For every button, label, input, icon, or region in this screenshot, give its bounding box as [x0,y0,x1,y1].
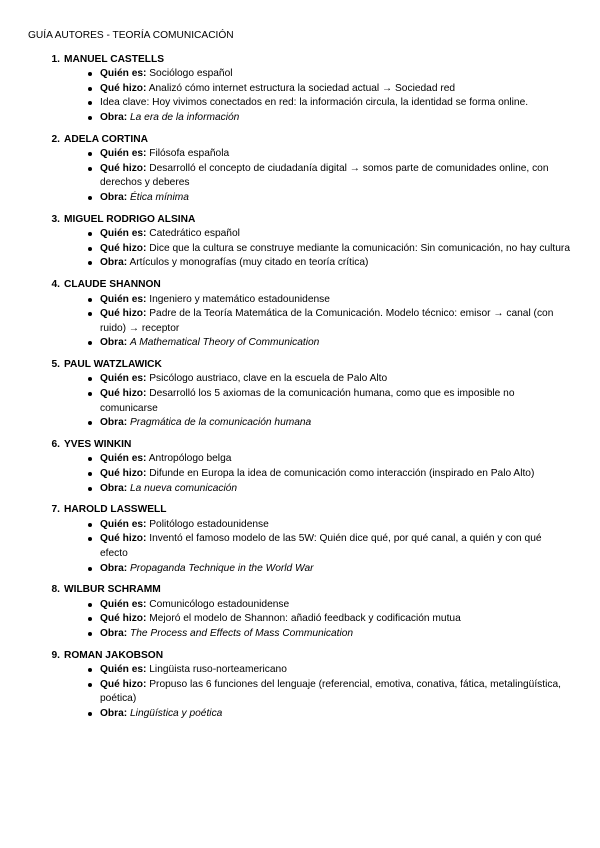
author-facts [28,452,570,496]
fact-text: Desarrolló el concepto de ciudadanía digital → somos parte de comunidades online, con derechos y deberes [100,162,549,189]
fact-item [100,293,570,308]
fact-label: Quién es: [100,598,147,610]
fact-item [100,191,570,206]
author-section [28,649,570,722]
fact-label: Qué hizo: [100,468,147,480]
fact-label: Qué hizo: [100,308,147,320]
fact-label: Quién es: [100,228,147,240]
work-title: Propaganda Technique in the World War [130,562,314,574]
fact-item [100,467,570,482]
fact-item [100,96,570,111]
author-heading [28,278,570,293]
author-list [28,53,570,722]
author-facts [28,147,570,205]
author-number: 6. [51,438,60,450]
fact-item [100,482,570,497]
author-heading [28,503,570,518]
fact-label: Obra: [100,562,128,574]
fact-label: Quién es: [100,148,147,160]
author-heading [28,438,570,453]
fact-item [100,336,570,351]
fact-item [100,562,570,577]
fact-label: Quién es: [100,453,147,465]
author-section [28,583,570,641]
author-section [28,133,570,206]
fact-text: Sociólogo español [149,68,233,80]
work-title: La nueva comunicación [130,482,238,494]
author-section [28,503,570,576]
author-number: 8. [51,584,60,596]
author-facts [28,372,570,430]
fact-text: Artículos y monografías (muy citado en teoría crítica) [129,257,369,269]
fact-label: Qué hizo: [100,242,147,254]
fact-item [100,82,570,97]
fact-label: Obra: [100,257,128,269]
author-name: MIGUEL RODRIGO ALSINA [64,213,196,225]
fact-label: Obra: [100,417,128,429]
fact-label: Qué hizo: [100,388,147,400]
fact-item [100,707,570,722]
fact-text: Analizó cómo internet estructura la sociedad actual → Sociedad red [148,82,456,94]
author-name: MANUEL CASTELLS [64,53,164,65]
fact-item [100,452,570,467]
fact-text: Idea clave: Hoy vivimos conectados en red: la información circula, la identidad se forma online. [100,97,529,109]
author-heading [28,583,570,598]
author-section [28,278,570,351]
author-name: PAUL WATZLAWICK [64,358,162,370]
author-number: 3. [51,213,60,225]
author-number: 4. [51,278,60,290]
fact-label: Qué hizo: [100,613,147,625]
fact-text: Mejoró el modelo de Shannon: añadió feedback y codificación mutua [149,613,461,625]
fact-item [100,162,570,191]
author-name: WILBUR SCHRAMM [64,584,161,596]
work-title: Lingüística y poética [130,707,223,719]
fact-label: Obra: [100,627,128,639]
author-section [28,358,570,431]
fact-item [100,372,570,387]
fact-item [100,678,570,707]
fact-text: Comunicólogo estadounidense [149,598,290,610]
work-title: La era de la información [130,111,240,123]
author-heading [28,213,570,228]
author-section [28,213,570,271]
fact-label: Qué hizo: [100,82,147,94]
author-facts [28,663,570,721]
fact-label: Obra: [100,707,128,719]
author-facts [28,67,570,125]
fact-label: Quién es: [100,293,147,305]
author-number: 7. [51,504,60,516]
author-name: YVES WINKIN [64,438,132,450]
author-number: 5. [51,358,60,370]
fact-text: Antropólogo belga [148,453,232,465]
author-name: CLAUDE SHANNON [64,278,161,290]
fact-label: Quién es: [100,373,147,385]
fact-label: Quién es: [100,664,147,676]
fact-item [100,663,570,678]
fact-item [100,227,570,242]
author-number: 9. [51,649,60,661]
work-title: The Process and Effects of Mass Communication [130,627,354,639]
fact-item [100,307,570,336]
fact-item [100,67,570,82]
fact-text: Padre de la Teoría Matemática de la Comunicación. Modelo técnico: emisor → canal (con ruido) → receptor [100,308,554,334]
fact-item [100,242,570,257]
fact-text: Filósofa española [149,148,230,160]
fact-item [100,518,570,533]
author-heading [28,358,570,373]
fact-label: Obra: [100,337,128,349]
author-name: ADELA CORTINA [64,133,148,145]
fact-item [100,111,570,126]
fact-text: Difunde en Europa la idea de comunicación como interacción (inspirado en Palo Alto) [149,468,535,480]
fact-label: Qué hizo: [100,533,147,545]
author-facts [28,518,570,576]
author-heading [28,133,570,148]
fact-item [100,612,570,627]
author-facts [28,293,570,351]
fact-label: Obra: [100,191,128,203]
fact-text: Dice que la cultura se construye mediante la comunicación: Sin comunicación, no hay cultura [149,242,570,254]
fact-label: Obra: [100,482,128,494]
author-section [28,438,570,496]
fact-item [100,627,570,642]
author-name: HAROLD LASSWELL [64,504,167,516]
author-name: ROMAN JAKOBSON [64,649,164,661]
fact-label: Qué hizo: [100,162,147,174]
fact-text: Ingeniero y matemático estadounidense [149,293,330,305]
work-title: Ética mínima [130,191,189,203]
author-section [28,53,570,126]
author-number: 2. [51,133,60,145]
work-title: A Mathematical Theory of Communication [130,337,320,349]
fact-label: Qué hizo: [100,678,147,690]
fact-item [100,387,570,416]
fact-item [100,416,570,431]
fact-text: Catedrático español [149,228,240,240]
author-heading [28,53,570,68]
fact-text: Politólogo estadounidense [149,518,269,530]
fact-text: Psicólogo austriaco, clave en la escuela de Palo Alto [149,373,388,385]
fact-text: Inventó el famoso modelo de las 5W: Quién dice qué, por qué canal, a quién y con qué efecto [100,533,542,559]
author-facts [28,227,570,271]
fact-item [100,256,570,271]
work-title: Pragmática de la comunicación humana [130,417,312,429]
author-heading [28,649,570,664]
fact-label: Quién es: [100,68,147,80]
fact-item [100,598,570,613]
author-facts [28,598,570,642]
author-number: 1. [51,53,60,65]
document-title: GUÍA AUTORES - TEORÍA COMUNICACIÓN [28,30,234,41]
fact-text: Lingüista ruso-norteamericano [149,664,287,676]
fact-item [100,532,570,561]
fact-text: Propuso las 6 funciones del lenguaje (referencial, emotiva, conativa, fática, metalingüística, poética) [100,678,561,705]
fact-label: Quién es: [100,518,147,530]
fact-text: Desarrolló los 5 axiomas de la comunicación humana, como que es imposible no comunicarse [100,388,515,414]
fact-label: Obra: [100,111,128,123]
fact-item [100,147,570,162]
